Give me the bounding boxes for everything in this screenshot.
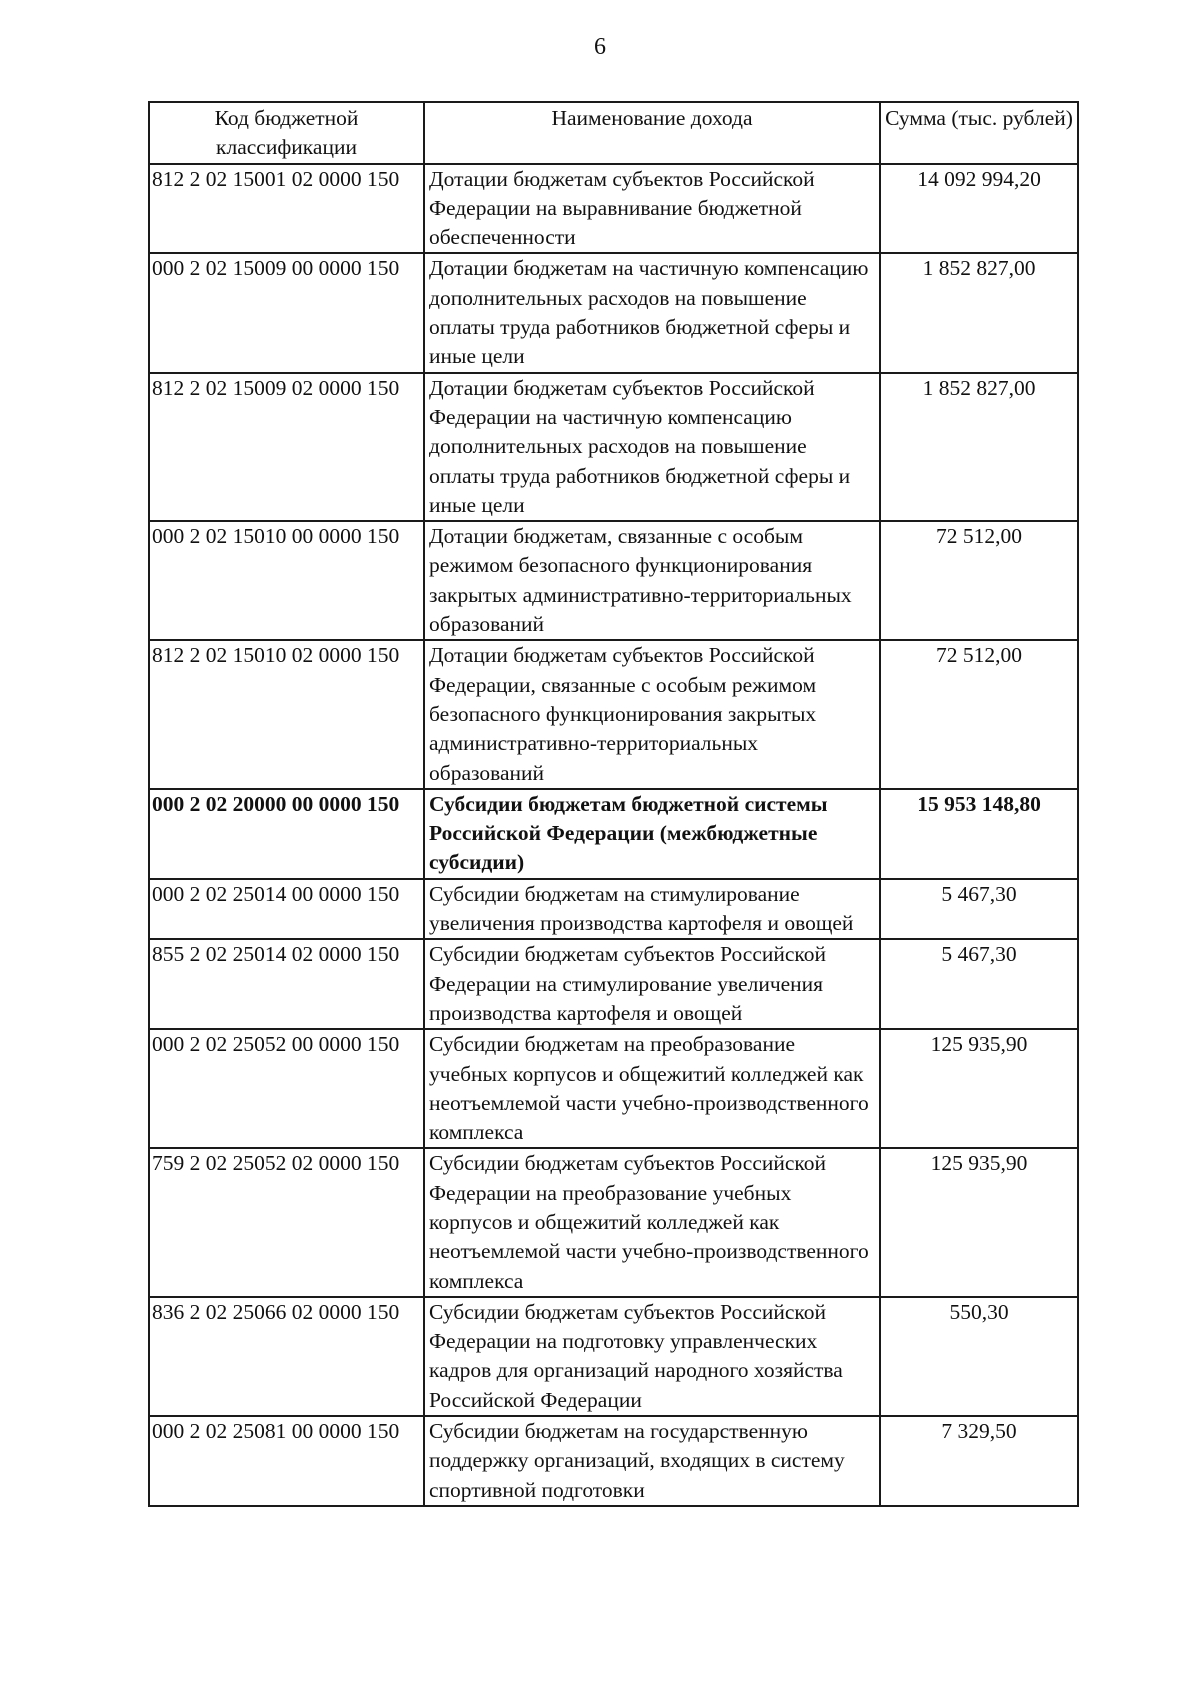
revenue-name-cell: Дотации бюджетам на частичную компенсацию дополнительных расходов на повышение оплаты труда работников бюджетной сферы и иные цели xyxy=(424,253,880,372)
revenue-name-cell: Дотации бюджетам, связанные с особым режимом безопасного функционирования закрытых административно-территориальных образований xyxy=(424,521,880,640)
budget-code-cell: 000 2 02 15009 00 0000 150 xyxy=(149,253,424,372)
amount-cell: 1 852 827,00 xyxy=(880,373,1078,521)
budget-code-cell: 000 2 02 25081 00 0000 150 xyxy=(149,1416,424,1506)
amount-cell: 15 953 148,80 xyxy=(880,789,1078,879)
revenue-name-cell: Субсидии бюджетам субъектов Российской Федерации на подготовку управленческих кадров для организаций народного хозяйства Российской Федерации xyxy=(424,1297,880,1416)
revenue-name-cell: Дотации бюджетам субъектов Российской Федерации на частичную компенсацию дополнительных расходов на повышение оплаты труда работников бюджетной сферы и иные цели xyxy=(424,373,880,521)
table-row xyxy=(149,373,1078,521)
budget-code-cell: 812 2 02 15010 02 0000 150 xyxy=(149,640,424,788)
header-sum: Сумма (тыс. рублей) xyxy=(880,102,1078,164)
table-row xyxy=(149,253,1078,372)
budget-revenue-table xyxy=(148,101,1079,1507)
header-code: Код бюджетной классификации xyxy=(149,102,424,164)
amount-cell: 5 467,30 xyxy=(880,879,1078,940)
budget-code-cell: 000 2 02 15010 00 0000 150 xyxy=(149,521,424,640)
table-row xyxy=(149,1416,1078,1506)
amount-cell: 5 467,30 xyxy=(880,939,1078,1029)
amount-cell: 1 852 827,00 xyxy=(880,253,1078,372)
table-row xyxy=(149,1297,1078,1416)
budget-code-cell: 812 2 02 15009 02 0000 150 xyxy=(149,373,424,521)
revenue-name-cell: Дотации бюджетам субъектов Российской Федерации, связанные с особым режимом безопасного функционирования закрытых административно-территориальных образований xyxy=(424,640,880,788)
budget-code-cell: 836 2 02 25066 02 0000 150 xyxy=(149,1297,424,1416)
amount-cell: 72 512,00 xyxy=(880,521,1078,640)
revenue-name-cell: Субсидии бюджетам бюджетной системы Российской Федерации (межбюджетные субсидии) xyxy=(424,789,880,879)
table-row xyxy=(149,640,1078,788)
table-header-row xyxy=(149,102,1078,164)
budget-code-cell: 812 2 02 15001 02 0000 150 xyxy=(149,164,424,254)
amount-cell: 125 935,90 xyxy=(880,1029,1078,1148)
amount-cell: 125 935,90 xyxy=(880,1148,1078,1296)
revenue-name-cell: Субсидии бюджетам на преобразование учебных корпусов и общежитий колледжей как неотъемлемой части учебно-производственного комплекса xyxy=(424,1029,880,1148)
revenue-name-cell: Дотации бюджетам субъектов Российской Федерации на выравнивание бюджетной обеспеченности xyxy=(424,164,880,254)
amount-cell: 72 512,00 xyxy=(880,640,1078,788)
table-row xyxy=(149,164,1078,254)
budget-code-cell: 000 2 02 25014 00 0000 150 xyxy=(149,879,424,940)
budget-code-cell: 000 2 02 20000 00 0000 150 xyxy=(149,789,424,879)
budget-code-cell: 000 2 02 25052 00 0000 150 xyxy=(149,1029,424,1148)
amount-cell: 550,30 xyxy=(880,1297,1078,1416)
budget-code-cell: 759 2 02 25052 02 0000 150 xyxy=(149,1148,424,1296)
table-body xyxy=(149,164,1078,1506)
table-row xyxy=(149,521,1078,640)
revenue-name-cell: Субсидии бюджетам на государственную поддержку организаций, входящих в систему спортивной подготовки xyxy=(424,1416,880,1506)
revenue-name-cell: Субсидии бюджетам на стимулирование увеличения производства картофеля и овощей xyxy=(424,879,880,940)
table-row xyxy=(149,1148,1078,1296)
header-name: Наименование дохода xyxy=(424,102,880,164)
amount-cell: 14 092 994,20 xyxy=(880,164,1078,254)
revenue-name-cell: Субсидии бюджетам субъектов Российской Федерации на преобразование учебных корпусов и общежитий колледжей как неотъемлемой части учебно-производственного комплекса xyxy=(424,1148,880,1296)
table-row xyxy=(149,789,1078,879)
amount-cell: 7 329,50 xyxy=(880,1416,1078,1506)
revenue-name-cell: Субсидии бюджетам субъектов Российской Федерации на стимулирование увеличения производства картофеля и овощей xyxy=(424,939,880,1029)
table-row xyxy=(149,1029,1078,1148)
budget-code-cell: 855 2 02 25014 02 0000 150 xyxy=(149,939,424,1029)
table-row xyxy=(149,939,1078,1029)
table-row xyxy=(149,879,1078,940)
page-number: 6 xyxy=(594,34,606,60)
